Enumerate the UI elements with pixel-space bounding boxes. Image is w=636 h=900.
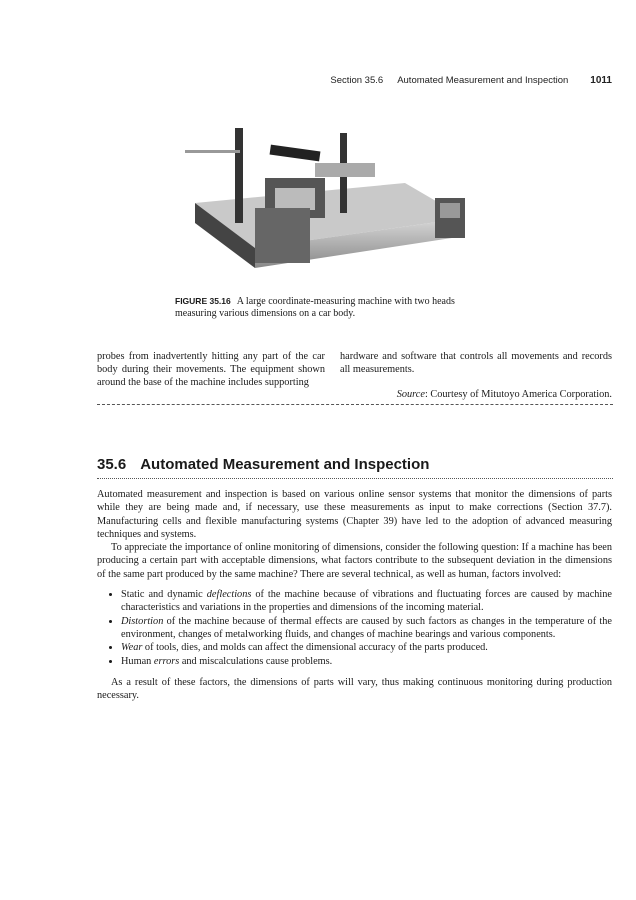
figure-label: FIGURE 35.16 xyxy=(175,296,231,306)
figure-text-left: probes from inadvertently hitting any part of the car body during their movements. The equipment shown around the base of the machine includes supporting xyxy=(97,351,325,388)
figure-caption-text: A large coordinate-measuring machine with two heads measuring various dimensions on a car body. xyxy=(175,296,455,319)
bullet-emphasis: Wear xyxy=(121,642,143,654)
bullet-text: and miscalculations cause problems. xyxy=(179,655,333,667)
figure-divider xyxy=(97,404,613,405)
closing-paragraph: As a result of these factors, the dimensions of parts will vary, thus making continuous monitoring during production necessary. xyxy=(97,676,612,702)
bullet-text: of the machine because of vibrations and fluctuating forces are caused by machine characteristics and variations in the properties and dimensions of the incoming material. xyxy=(121,589,612,614)
paragraph: Automated measurement and inspection is based on various online sensor systems that monitor the dimensions of parts while they are being made and, if necessary, use these measurements as input to make corrections (Section 37.7). Manufacturing cells and flexible manufacturing systems (Chapter 39) have led to the adoption of advanced measuring techniques and systems. xyxy=(97,489,612,540)
bullet-text: Human xyxy=(121,655,154,667)
page-number: 1011 xyxy=(590,75,612,86)
list-item xyxy=(121,641,612,654)
bullet-emphasis: errors xyxy=(153,655,180,667)
section-title: Automated Measurement and Inspection xyxy=(140,456,430,473)
bullet-text: of tools, dies, and molds can affect the dimensional accuracy of the parts produced. xyxy=(142,642,488,654)
source-label: Source xyxy=(396,389,425,400)
paragraph: To appreciate the importance of online monitoring of dimensions, consider the following question: If a machine has been producing a certain part with acceptable dimensions, what factors contribute to the subsequent deviation in the dimensions of the same part produced by the same machine? There are several technical, as well as human, factors involved: xyxy=(97,542,612,580)
section-body xyxy=(97,488,612,702)
section-heading xyxy=(97,456,429,473)
source-text: : Courtesy of Mitutoyo America Corporation. xyxy=(424,389,612,400)
list-item xyxy=(121,655,612,668)
bullet-emphasis: deflections xyxy=(206,589,252,601)
factor-list xyxy=(97,588,612,668)
list-item xyxy=(121,588,612,615)
bullet-text: Static and dynamic xyxy=(121,589,207,601)
running-header xyxy=(316,75,612,86)
figure-caption xyxy=(175,295,495,320)
bullet-text: of the machine because of thermal effects are caused by such factors as changes in the temperature of the environment, changes of metalworking fluids, and changes of machine bearings and various components. xyxy=(121,615,612,640)
heading-underline xyxy=(97,478,613,479)
list-item xyxy=(121,615,612,642)
header-section: Section 35.6 xyxy=(330,75,384,86)
bullet-emphasis: Distortion xyxy=(121,615,164,627)
figure-text-right: hardware and software that controls all movements and records all measurements. xyxy=(340,351,612,375)
figure-source xyxy=(340,389,612,400)
header-title: Automated Measurement and Inspection xyxy=(397,75,569,86)
section-number: 35.6 xyxy=(97,456,127,473)
cmm-machine-photo xyxy=(175,108,475,283)
